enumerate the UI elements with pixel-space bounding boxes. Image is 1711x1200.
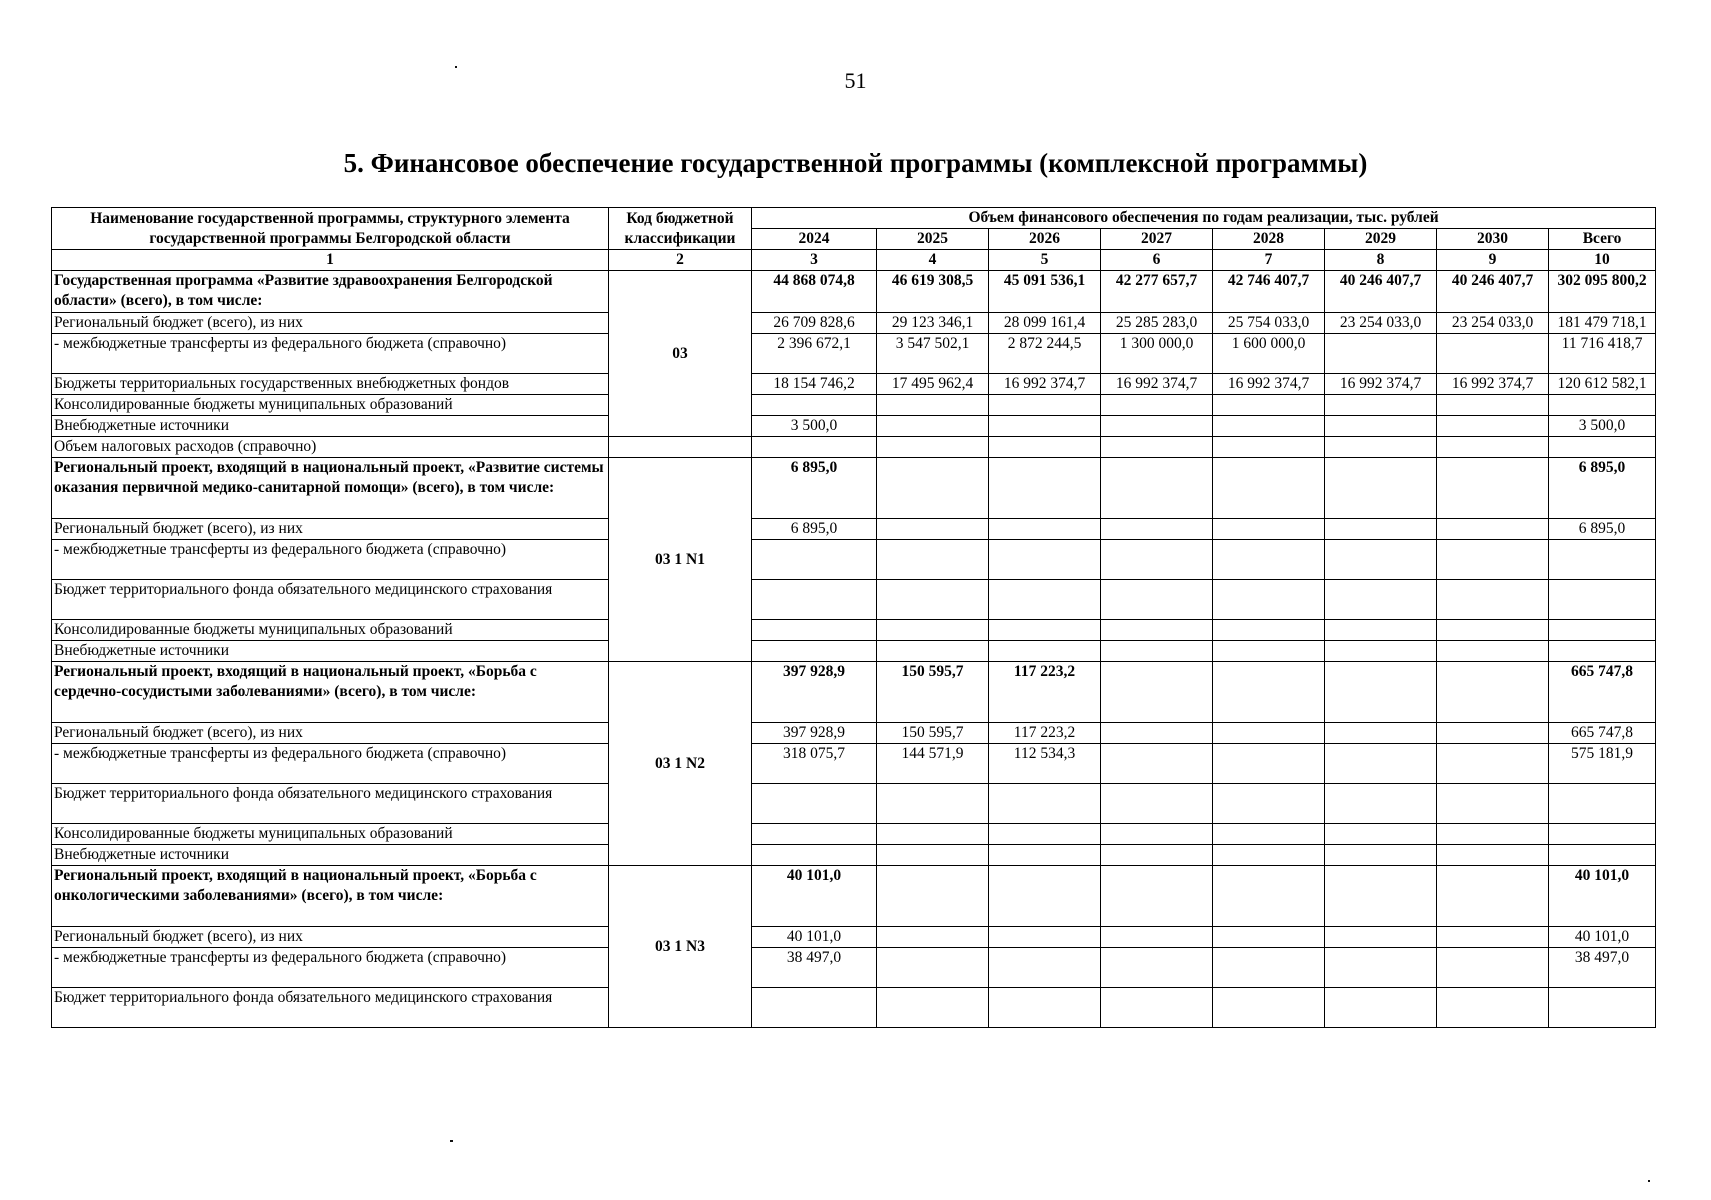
table-row <box>52 662 1656 723</box>
table-row <box>52 948 1656 988</box>
header-year: 2029 <box>1325 229 1437 250</box>
value-cell <box>877 948 989 988</box>
value-cell: 3 547 502,1 <box>877 334 989 374</box>
value-cell: 28 099 161,4 <box>989 313 1101 334</box>
table-row <box>52 723 1656 744</box>
value-cell <box>1101 416 1213 437</box>
value-cell <box>1437 824 1549 845</box>
table-row <box>52 784 1656 824</box>
value-cell: 40 246 407,7 <box>1325 271 1437 313</box>
value-cell <box>1325 988 1437 1028</box>
value-cell: 16 992 374,7 <box>1213 374 1325 395</box>
value-cell <box>989 416 1101 437</box>
value-cell <box>877 845 989 866</box>
column-number: 7 <box>1213 250 1325 271</box>
value-cell: 11 716 418,7 <box>1549 334 1656 374</box>
row-name: Государственная программа «Развитие здравоохранения Белгородской области» (всего), в том числе: <box>52 271 609 313</box>
value-cell: 42 746 407,7 <box>1213 271 1325 313</box>
value-cell <box>1213 845 1325 866</box>
value-cell <box>1213 641 1325 662</box>
value-cell: 16 992 374,7 <box>1101 374 1213 395</box>
value-cell <box>989 641 1101 662</box>
value-cell: 16 992 374,7 <box>1437 374 1549 395</box>
value-cell <box>877 540 989 580</box>
column-number: 9 <box>1437 250 1549 271</box>
table-row <box>52 519 1656 540</box>
value-cell: 3 500,0 <box>752 416 877 437</box>
value-cell: 23 254 033,0 <box>1325 313 1437 334</box>
value-cell <box>1213 580 1325 620</box>
value-cell <box>1437 458 1549 519</box>
value-cell <box>1213 784 1325 824</box>
value-cell <box>1549 620 1656 641</box>
value-cell: 120 612 582,1 <box>1549 374 1656 395</box>
value-cell: 2 872 244,5 <box>989 334 1101 374</box>
value-cell: 318 075,7 <box>752 744 877 784</box>
scan-speck <box>1648 1180 1650 1182</box>
header-year: 2024 <box>752 229 877 250</box>
table-row <box>52 866 1656 927</box>
value-cell <box>1437 641 1549 662</box>
value-cell <box>1325 662 1437 723</box>
value-cell <box>1437 620 1549 641</box>
table-row <box>52 620 1656 641</box>
value-cell <box>989 845 1101 866</box>
value-cell <box>1549 784 1656 824</box>
value-cell <box>1213 395 1325 416</box>
value-cell: 150 595,7 <box>877 723 989 744</box>
value-cell <box>1549 845 1656 866</box>
value-cell <box>1101 927 1213 948</box>
row-name: Региональный бюджет (всего), из них <box>52 313 609 334</box>
header-year: 2030 <box>1437 229 1549 250</box>
value-cell <box>877 395 989 416</box>
value-cell: 40 101,0 <box>752 866 877 927</box>
scan-speck <box>450 1140 453 1142</box>
value-cell <box>1325 416 1437 437</box>
value-cell <box>1213 824 1325 845</box>
value-cell <box>989 927 1101 948</box>
value-cell <box>989 519 1101 540</box>
value-cell <box>877 620 989 641</box>
value-cell <box>1213 458 1325 519</box>
value-cell: 26 709 828,6 <box>752 313 877 334</box>
row-name: Бюджеты территориальных государственных внебюджетных фондов <box>52 374 609 395</box>
value-cell <box>1325 395 1437 416</box>
row-name: Региональный бюджет (всего), из них <box>52 519 609 540</box>
value-cell <box>1101 784 1213 824</box>
value-cell <box>1325 580 1437 620</box>
table-row <box>52 744 1656 784</box>
row-name: Консолидированные бюджеты муниципальных образований <box>52 395 609 416</box>
value-cell: 1 300 000,0 <box>1101 334 1213 374</box>
value-cell <box>752 641 877 662</box>
value-cell <box>989 866 1101 927</box>
row-name: - межбюджетные трансферты из федерального бюджета (справочно) <box>52 948 609 988</box>
row-name: Региональный проект, входящий в национальный проект, «Борьба с онкологическими заболеваниями» (всего), в том числе: <box>52 866 609 927</box>
value-cell <box>1437 334 1549 374</box>
value-cell <box>1325 845 1437 866</box>
value-cell <box>1325 824 1437 845</box>
row-name: - межбюджетные трансферты из федерального бюджета (справочно) <box>52 334 609 374</box>
value-cell <box>752 540 877 580</box>
value-cell <box>1101 519 1213 540</box>
value-cell <box>877 927 989 948</box>
value-cell: 6 895,0 <box>1549 458 1656 519</box>
table-row <box>52 824 1656 845</box>
value-cell <box>1101 824 1213 845</box>
table-row <box>52 580 1656 620</box>
value-cell: 45 091 536,1 <box>989 271 1101 313</box>
value-cell <box>1213 620 1325 641</box>
value-cell <box>1437 416 1549 437</box>
value-cell <box>1325 519 1437 540</box>
value-cell: 302 095 800,2 <box>1549 271 1656 313</box>
value-cell: 40 101,0 <box>1549 866 1656 927</box>
value-cell: 1 600 000,0 <box>1213 334 1325 374</box>
value-cell <box>752 988 877 1028</box>
value-cell <box>877 458 989 519</box>
table-row <box>52 416 1656 437</box>
value-cell <box>1437 948 1549 988</box>
value-cell: 6 895,0 <box>752 519 877 540</box>
value-cell <box>1437 519 1549 540</box>
value-cell <box>877 437 989 458</box>
value-cell: 46 619 308,5 <box>877 271 989 313</box>
value-cell: 16 992 374,7 <box>989 374 1101 395</box>
header-volume-column: Объем финансового обеспечения по годам реализации, тыс. рублей <box>752 208 1656 229</box>
row-name: Внебюджетные источники <box>52 845 609 866</box>
value-cell <box>877 416 989 437</box>
value-cell <box>877 519 989 540</box>
row-name: Региональный проект, входящий в национальный проект, «Развитие системы оказания первичной медико-санитарной помощи» (всего), в том числе: <box>52 458 609 519</box>
value-cell <box>1213 519 1325 540</box>
value-cell <box>1213 948 1325 988</box>
value-cell <box>1101 540 1213 580</box>
value-cell: 38 497,0 <box>1549 948 1656 988</box>
value-cell: 25 285 283,0 <box>1101 313 1213 334</box>
value-cell: 665 747,8 <box>1549 662 1656 723</box>
value-cell: 18 154 746,2 <box>752 374 877 395</box>
value-cell <box>1437 784 1549 824</box>
value-cell <box>989 988 1101 1028</box>
value-cell <box>1325 620 1437 641</box>
value-cell <box>1437 845 1549 866</box>
value-cell <box>1549 824 1656 845</box>
budget-code: 03 1 N2 <box>609 662 752 866</box>
value-cell: 665 747,8 <box>1549 723 1656 744</box>
value-cell <box>1549 988 1656 1028</box>
value-cell <box>989 824 1101 845</box>
header-year: 2025 <box>877 229 989 250</box>
value-cell <box>1101 744 1213 784</box>
column-number: 2 <box>609 250 752 271</box>
document-title: 5. Финансовое обеспечение государственной программы (комплексной программы) <box>343 148 1368 178</box>
row-name: - межбюджетные трансферты из федерального бюджета (справочно) <box>52 540 609 580</box>
value-cell <box>989 458 1101 519</box>
table-row <box>52 988 1656 1028</box>
value-cell <box>989 580 1101 620</box>
value-cell: 117 223,2 <box>989 662 1101 723</box>
value-cell <box>989 948 1101 988</box>
table-row <box>52 374 1656 395</box>
value-cell <box>752 824 877 845</box>
table-row <box>52 641 1656 662</box>
value-cell <box>1549 395 1656 416</box>
value-cell <box>1437 988 1549 1028</box>
value-cell <box>1213 416 1325 437</box>
value-cell <box>877 641 989 662</box>
value-cell <box>989 784 1101 824</box>
value-cell: 150 595,7 <box>877 662 989 723</box>
value-cell <box>1325 744 1437 784</box>
value-cell: 397 928,9 <box>752 662 877 723</box>
row-name: Бюджет территориального фонда обязательного медицинского страхования <box>52 988 609 1028</box>
value-cell: 17 495 962,4 <box>877 374 989 395</box>
value-cell <box>1101 948 1213 988</box>
value-cell: 40 101,0 <box>1549 927 1656 948</box>
value-cell <box>1325 458 1437 519</box>
value-cell <box>752 845 877 866</box>
value-cell <box>1101 723 1213 744</box>
value-cell: 144 571,9 <box>877 744 989 784</box>
table-row <box>52 334 1656 374</box>
value-cell <box>1101 580 1213 620</box>
value-cell <box>877 988 989 1028</box>
value-cell <box>1213 866 1325 927</box>
value-cell <box>1101 620 1213 641</box>
column-number: 1 <box>52 250 609 271</box>
value-cell <box>877 866 989 927</box>
value-cell: 16 992 374,7 <box>1325 374 1437 395</box>
value-cell <box>1437 927 1549 948</box>
value-cell <box>1437 723 1549 744</box>
value-cell <box>1437 744 1549 784</box>
value-cell <box>1549 641 1656 662</box>
row-name: Внебюджетные источники <box>52 641 609 662</box>
value-cell <box>1101 866 1213 927</box>
value-cell <box>1101 662 1213 723</box>
value-cell: 397 928,9 <box>752 723 877 744</box>
value-cell: 23 254 033,0 <box>1437 313 1549 334</box>
header-year: 2026 <box>989 229 1101 250</box>
row-name: Объем налоговых расходов (справочно) <box>52 437 609 458</box>
value-cell <box>752 784 877 824</box>
value-cell <box>1213 744 1325 784</box>
value-cell <box>1437 437 1549 458</box>
value-cell: 3 500,0 <box>1549 416 1656 437</box>
column-number: 8 <box>1325 250 1437 271</box>
table-row <box>52 313 1656 334</box>
value-cell <box>1101 988 1213 1028</box>
value-cell: 117 223,2 <box>989 723 1101 744</box>
header-year: 2028 <box>1213 229 1325 250</box>
value-cell <box>1325 437 1437 458</box>
table-row <box>52 458 1656 519</box>
column-number: 5 <box>989 250 1101 271</box>
value-cell <box>1213 988 1325 1028</box>
row-name: Бюджет территориального фонда обязательного медицинского страхования <box>52 580 609 620</box>
header-code-column: Код бюджетной классификации <box>609 208 752 250</box>
row-name: Консолидированные бюджеты муниципальных образований <box>52 824 609 845</box>
value-cell <box>1101 437 1213 458</box>
value-cell: 44 868 074,8 <box>752 271 877 313</box>
row-name: - межбюджетные трансферты из федерального бюджета (справочно) <box>52 744 609 784</box>
value-cell <box>1101 458 1213 519</box>
value-cell <box>1549 540 1656 580</box>
table-row <box>52 395 1656 416</box>
table-row <box>52 437 1656 458</box>
row-name: Региональный проект, входящий в национальный проект, «Борьба с сердечно-сосудистыми заболеваниями» (всего), в том числе: <box>52 662 609 723</box>
column-number: 3 <box>752 250 877 271</box>
budget-code: 03 <box>609 271 752 437</box>
value-cell <box>1549 437 1656 458</box>
page-number: 51 <box>844 68 867 93</box>
header-name-column: Наименование государственной программы, структурного элемента государственной программы Белгородской области <box>52 208 609 250</box>
value-cell <box>989 620 1101 641</box>
value-cell <box>877 824 989 845</box>
value-cell <box>752 620 877 641</box>
value-cell <box>1101 641 1213 662</box>
header-year: 2027 <box>1101 229 1213 250</box>
budget-code: 03 1 N1 <box>609 458 752 662</box>
value-cell <box>1325 784 1437 824</box>
row-name: Региональный бюджет (всего), из них <box>52 927 609 948</box>
row-name: Бюджет территориального фонда обязательного медицинского страхования <box>52 784 609 824</box>
value-cell: 181 479 718,1 <box>1549 313 1656 334</box>
value-cell <box>1213 437 1325 458</box>
value-cell: 575 181,9 <box>1549 744 1656 784</box>
table-row <box>52 271 1656 313</box>
financing-table <box>51 207 1656 1028</box>
value-cell <box>877 784 989 824</box>
value-cell <box>1325 948 1437 988</box>
value-cell <box>877 580 989 620</box>
scan-speck <box>455 66 457 68</box>
row-name: Региональный бюджет (всего), из них <box>52 723 609 744</box>
value-cell <box>1325 723 1437 744</box>
value-cell <box>1213 723 1325 744</box>
value-cell <box>1437 866 1549 927</box>
value-cell <box>1325 641 1437 662</box>
row-name: Внебюджетные источники <box>52 416 609 437</box>
value-cell: 6 895,0 <box>752 458 877 519</box>
header-total: Всего <box>1549 229 1656 250</box>
value-cell <box>1325 927 1437 948</box>
value-cell <box>1437 540 1549 580</box>
value-cell <box>1437 662 1549 723</box>
value-cell <box>1437 580 1549 620</box>
value-cell: 40 246 407,7 <box>1437 271 1549 313</box>
column-number: 10 <box>1549 250 1656 271</box>
value-cell: 29 123 346,1 <box>877 313 989 334</box>
budget-code-empty <box>609 437 752 458</box>
budget-code: 03 1 N3 <box>609 866 752 1028</box>
value-cell: 6 895,0 <box>1549 519 1656 540</box>
value-cell: 112 534,3 <box>989 744 1101 784</box>
value-cell: 42 277 657,7 <box>1101 271 1213 313</box>
value-cell <box>1325 866 1437 927</box>
value-cell <box>1325 540 1437 580</box>
value-cell <box>752 437 877 458</box>
column-number: 4 <box>877 250 989 271</box>
column-number: 6 <box>1101 250 1213 271</box>
table-row <box>52 927 1656 948</box>
value-cell <box>1213 662 1325 723</box>
value-cell <box>1213 927 1325 948</box>
value-cell <box>989 540 1101 580</box>
value-cell <box>989 395 1101 416</box>
value-cell <box>1101 395 1213 416</box>
value-cell: 2 396 672,1 <box>752 334 877 374</box>
value-cell <box>1213 540 1325 580</box>
value-cell <box>1549 580 1656 620</box>
value-cell <box>1101 845 1213 866</box>
value-cell <box>752 580 877 620</box>
value-cell: 40 101,0 <box>752 927 877 948</box>
value-cell: 38 497,0 <box>752 948 877 988</box>
value-cell: 25 754 033,0 <box>1213 313 1325 334</box>
value-cell <box>989 437 1101 458</box>
value-cell <box>752 395 877 416</box>
row-name: Консолидированные бюджеты муниципальных образований <box>52 620 609 641</box>
value-cell <box>1437 395 1549 416</box>
value-cell <box>1325 334 1437 374</box>
table-row <box>52 540 1656 580</box>
table-row <box>52 845 1656 866</box>
